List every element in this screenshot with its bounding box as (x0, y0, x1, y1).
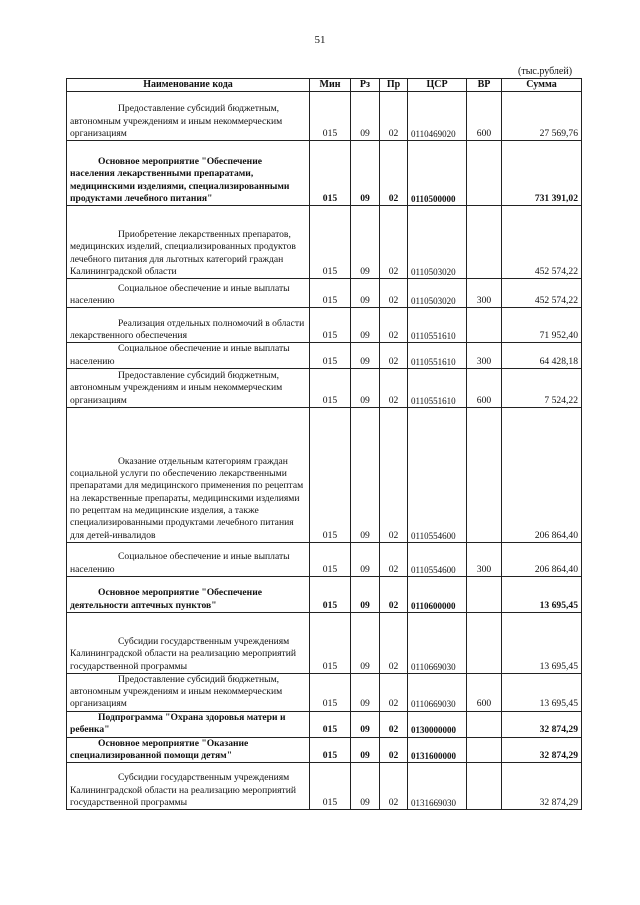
row-pr: 02 (380, 206, 408, 279)
row-rz: 09 (351, 92, 380, 141)
row-csr: 0110503020 (408, 279, 467, 308)
row-csr: 0110551610 (408, 368, 467, 407)
row-min: 015 (310, 279, 351, 308)
row-name: Социальное обеспечение и иные выплаты населению (67, 279, 310, 308)
row-sum: 7 524,22 (502, 368, 582, 407)
budget-table (66, 78, 582, 810)
row-pr: 02 (380, 308, 408, 343)
row-csr: 0110500000 (408, 141, 467, 206)
row-sum: 71 952,40 (502, 308, 582, 343)
row-name: Основное мероприятие "Обеспечение деятельности аптечных пунктов" (67, 576, 310, 612)
row-csr: 0130000000 (408, 711, 467, 737)
row-rz: 09 (351, 279, 380, 308)
row-sum: 452 574,22 (502, 206, 582, 279)
row-csr: 0110469020 (408, 92, 467, 141)
row-csr: 0110554600 (408, 407, 467, 542)
row-name: Оказание отдельным категориям граждан социальной услуги по обеспечению лекарственными препаратами для медицинского применения по рецептам на лекарственные препараты, медицинскими изделиями по рецептам на медицинские изделия, а также специализированными продуктами лечебного питания для детей-инвалидов (67, 407, 310, 542)
row-min: 015 (310, 141, 351, 206)
row-pr: 02 (380, 763, 408, 810)
table-body (67, 92, 582, 810)
table-row (67, 141, 582, 206)
row-vr (467, 737, 502, 763)
row-vr: 300 (467, 542, 502, 576)
row-vr (467, 763, 502, 810)
row-name: Реализация отдельных полномочий в области лекарственного обеспечения (67, 308, 310, 343)
row-vr: 600 (467, 673, 502, 711)
row-rz: 09 (351, 368, 380, 407)
row-sum: 452 574,22 (502, 279, 582, 308)
row-rz: 09 (351, 407, 380, 542)
table-row (67, 612, 582, 673)
row-min: 015 (310, 711, 351, 737)
row-min: 015 (310, 542, 351, 576)
row-pr: 02 (380, 612, 408, 673)
row-rz: 09 (351, 576, 380, 612)
header-sum: Сумма (502, 79, 582, 92)
row-pr: 02 (380, 737, 408, 763)
row-csr: 0110554600 (408, 542, 467, 576)
row-sum: 32 874,29 (502, 763, 582, 810)
row-vr: 600 (467, 92, 502, 141)
row-rz: 09 (351, 673, 380, 711)
row-pr: 02 (380, 279, 408, 308)
row-vr (467, 576, 502, 612)
row-rz: 09 (351, 343, 380, 369)
header-min: Мин (310, 79, 351, 92)
row-rz: 09 (351, 763, 380, 810)
header-vr: ВР (467, 79, 502, 92)
row-name: Основное мероприятие "Обеспечение населения лекарственными препаратами, медицинскими изделиями, специализированными продуктами лечебного питания" (67, 141, 310, 206)
row-rz: 09 (351, 737, 380, 763)
row-rz: 09 (351, 308, 380, 343)
row-csr: 0110503020 (408, 206, 467, 279)
row-min: 015 (310, 407, 351, 542)
row-rz: 09 (351, 612, 380, 673)
row-min: 015 (310, 612, 351, 673)
header-row (67, 79, 582, 92)
row-name: Социальное обеспечение и иные выплаты населению (67, 542, 310, 576)
row-name: Социальное обеспечение и иные выплаты населению (67, 343, 310, 369)
row-min: 015 (310, 673, 351, 711)
row-rz: 09 (351, 711, 380, 737)
table-row (67, 673, 582, 711)
row-sum: 13 695,45 (502, 673, 582, 711)
row-rz: 09 (351, 206, 380, 279)
row-pr: 02 (380, 92, 408, 141)
row-vr (467, 206, 502, 279)
header-name: Наименование кода (67, 79, 310, 92)
table-row (67, 368, 582, 407)
row-vr: 300 (467, 343, 502, 369)
page-number: 51 (314, 34, 326, 46)
row-sum: 13 695,45 (502, 612, 582, 673)
units-label: (тыс.рублей) (518, 66, 573, 77)
row-csr: 0131669030 (408, 763, 467, 810)
row-min: 015 (310, 343, 351, 369)
row-rz: 09 (351, 141, 380, 206)
row-name: Подпрограмма "Охрана здоровья матери и ребенка" (67, 711, 310, 737)
table-row (67, 308, 582, 343)
row-rz: 09 (351, 542, 380, 576)
row-vr (467, 612, 502, 673)
table-row (67, 763, 582, 810)
table-row (67, 343, 582, 369)
row-min: 015 (310, 206, 351, 279)
row-pr: 02 (380, 343, 408, 369)
row-min: 015 (310, 576, 351, 612)
row-pr: 02 (380, 542, 408, 576)
row-sum: 27 569,76 (502, 92, 582, 141)
row-csr: 0110669030 (408, 612, 467, 673)
row-min: 015 (310, 308, 351, 343)
row-csr: 0110551610 (408, 343, 467, 369)
row-min: 015 (310, 763, 351, 810)
row-csr: 0110600000 (408, 576, 467, 612)
row-pr: 02 (380, 368, 408, 407)
row-sum: 206 864,40 (502, 542, 582, 576)
row-csr: 0110551610 (408, 308, 467, 343)
row-min: 015 (310, 737, 351, 763)
row-name: Субсидии государственным учреждениям Калининградской области на реализацию мероприятий государственной программы (67, 763, 310, 810)
table-row (67, 407, 582, 542)
row-vr (467, 407, 502, 542)
table-row (67, 92, 582, 141)
row-sum: 32 874,29 (502, 737, 582, 763)
table-row (67, 206, 582, 279)
row-name: Приобретение лекарственных препаратов, медицинских изделий, специализированных продуктов лечебного питания для льготных категорий граждан Калининградской области (67, 206, 310, 279)
row-name: Основное мероприятие "Оказание специализированной помощи детям" (67, 737, 310, 763)
row-min: 015 (310, 368, 351, 407)
table-row (67, 576, 582, 612)
table-row (67, 542, 582, 576)
row-sum: 32 874,29 (502, 711, 582, 737)
row-name: Субсидии государственным учреждениям Калининградской области на реализацию мероприятий государственной программы (67, 612, 310, 673)
row-vr (467, 141, 502, 206)
header-pr: Пр (380, 79, 408, 92)
row-pr: 02 (380, 407, 408, 542)
row-sum: 206 864,40 (502, 407, 582, 542)
row-csr: 0131600000 (408, 737, 467, 763)
row-pr: 02 (380, 711, 408, 737)
row-vr: 300 (467, 279, 502, 308)
row-sum: 64 428,18 (502, 343, 582, 369)
row-pr: 02 (380, 576, 408, 612)
row-vr (467, 308, 502, 343)
row-name: Предоставление субсидий бюджетным, автономным учреждениям и иным некоммерческим организациям (67, 92, 310, 141)
table-row (67, 711, 582, 737)
row-name: Предоставление субсидий бюджетным, автономным учреждениям и иным некоммерческим организациям (67, 368, 310, 407)
row-name: Предоставление субсидий бюджетным, автономным учреждениям и иным некоммерческим организациям (67, 673, 310, 711)
row-vr: 600 (467, 368, 502, 407)
header-csr: ЦСР (408, 79, 467, 92)
row-min: 015 (310, 92, 351, 141)
row-pr: 02 (380, 673, 408, 711)
row-sum: 731 391,02 (502, 141, 582, 206)
row-csr: 0110669030 (408, 673, 467, 711)
row-sum: 13 695,45 (502, 576, 582, 612)
row-vr (467, 711, 502, 737)
table-row (67, 737, 582, 763)
header-rz: Рз (351, 79, 380, 92)
row-pr: 02 (380, 141, 408, 206)
table-row (67, 279, 582, 308)
